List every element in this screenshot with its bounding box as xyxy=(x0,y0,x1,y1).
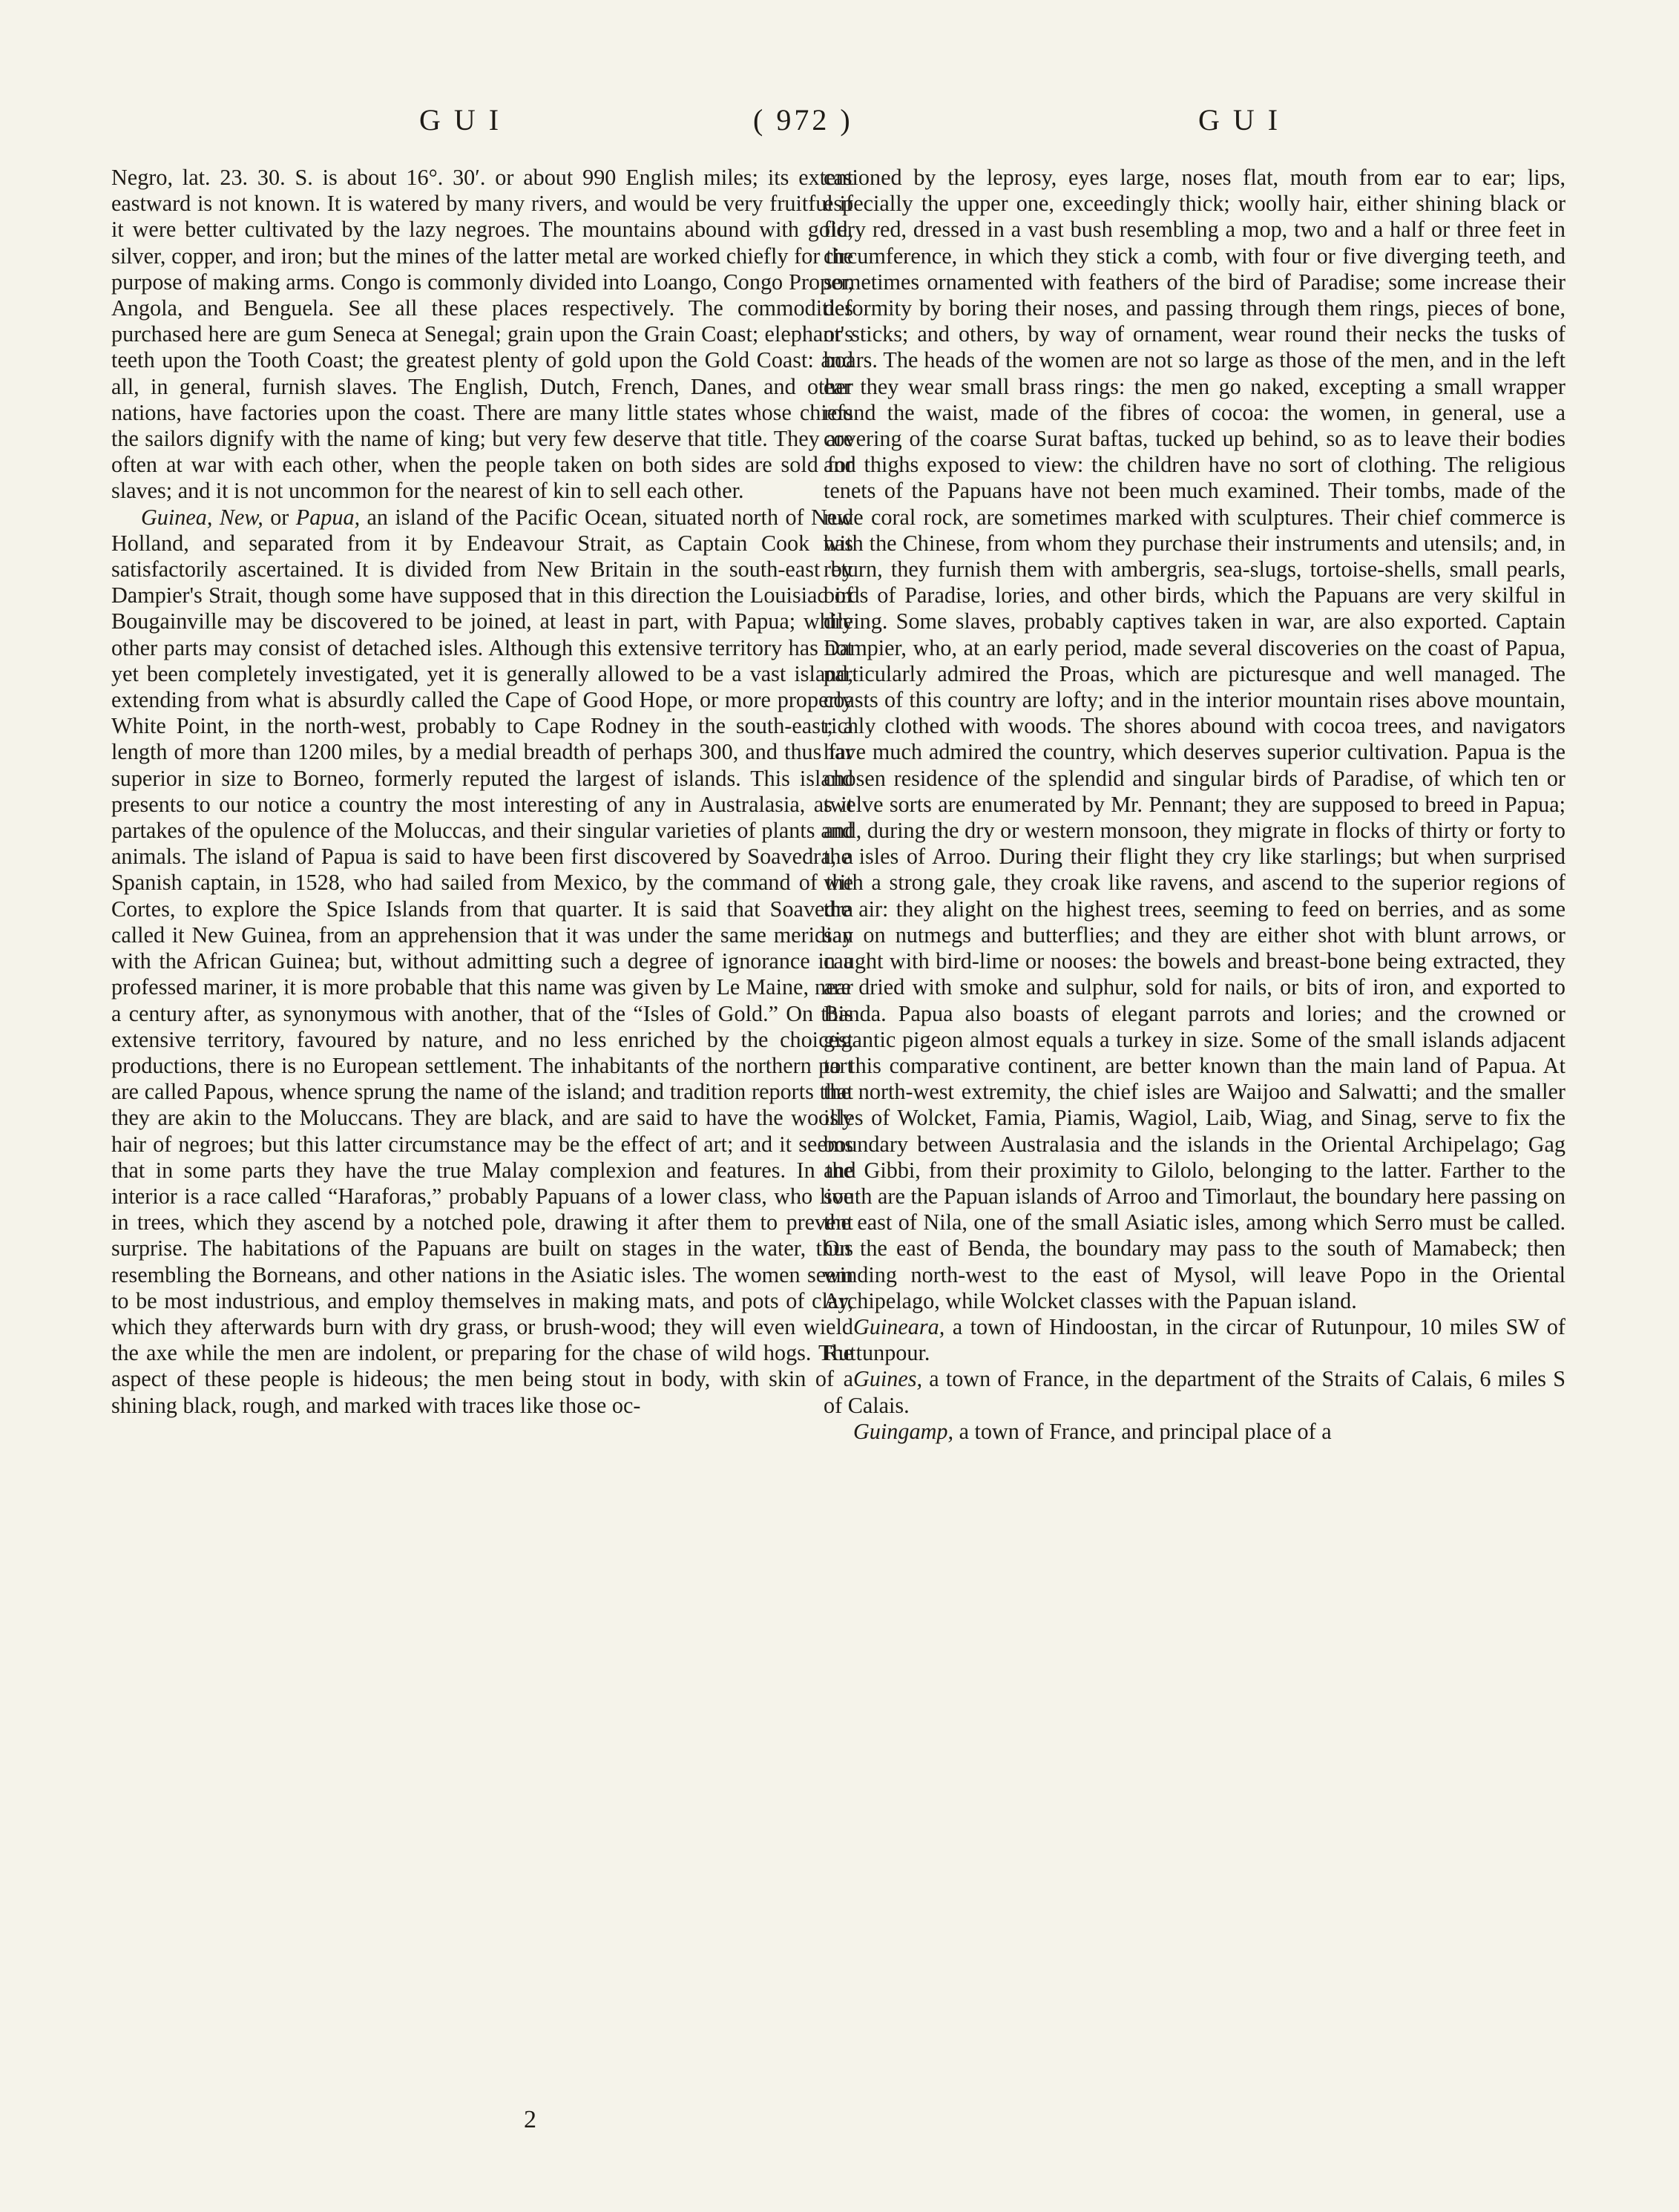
entry-headword: Guinea, New, xyxy=(141,504,263,530)
left-column xyxy=(111,165,853,1419)
entry-guines xyxy=(824,1366,1565,1418)
congo-continued-paragraph: Negro, lat. 23. 30. S. is about 16°. 30′. or about 990 English miles; its extent eastward is not known. It is watered by many rivers, and would be very fruitful if it were better cultivated by the lazy negroes. The mountains abound with gold, silver, copper, and iron; but the mines of the latter metal are worked chiefly for the purpose of making arms. Congo is commonly divided into Loango, Congo Proper, Angola, and Benguela. See all these places respectively. The commodities purchased here are gum Seneca at Senegal; grain upon the Grain Coast; elephant's teeth upon the Tooth Coast; the greatest plenty of gold upon the Gold Coast: and all, in general, furnish slaves. The English, Dutch, French, Danes, and other nations, have factories upon the coast. There are many little states whose chiefs the sailors dignify with the name of king; but very few deserve that title. They are often at war with each other, when the people taken on both sides are sold for slaves; and it is not uncommon for the nearest of kin to sell each other. xyxy=(111,165,853,504)
entry-guingamp xyxy=(824,1419,1565,1445)
page-number: ( 972 ) xyxy=(753,103,853,137)
entry-connector: or xyxy=(263,504,296,530)
papua-continued-paragraph: casioned by the leprosy, eyes large, noses flat, mouth from ear to ear; lips, especially the upper one, exceedingly thick; woolly hair, either shining black or fiery red, dressed in a vast bush resembling a mop, two and a half or three feet in circumference, in which they stick a comb, with four or five diverging teeth, and sometimes ornamented with feathers of the bird of Paradise; some increase their deformity by boring their noses, and passing through them rings, pieces of bone, or sticks; and others, by way of ornament, wear round their necks the tusks of boars. The heads of the women are not so large as those of the men, and in the left ear they wear small brass rings: the men go naked, excepting a small wrapper round the waist, made of the fibres of cocoa: the women, in general, use a covering of the coarse Surat baftas, tucked up behind, so as to leave their bodies and thighs exposed to view: the children have no sort of clothing. The religious tenets of the Papuans have not been much examined. Their tombs, made of the rude coral rock, are sometimes marked with sculptures. Their chief commerce is with the Chinese, from whom they purchase their instruments and utensils; and, in return, they furnish them with ambergris, sea-slugs, tortoise-shells, small pearls, birds of Paradise, lories, and other birds, which the Papuans are very skilful in drying. Some slaves, probably captives taken in war, are also exported. Captain Dampier, who, at an early period, made several discoveries on the coast of Papua, particularly admired the Proas, which are picturesque and well managed. The coasts of this country are lofty; and in the interior mountain rises above mountain, richly clothed with woods. The shores abound with cocoa trees, and navigators have much admired the country, which deserves superior cultivation. Papua is the chosen residence of the splendid and singular birds of Paradise, of which ten or twelve sorts are enumerated by Mr. Pennant; they are supposed to breed in Papua; and, during the dry or western monsoon, they migrate in flocks of thirty or forty to the isles of Arroo. During their flight they cry like starlings; but when surprised with a strong gale, they croak like ravens, and ascend to the superior regions of the air: they alight on the highest trees, seeming to feed on berries, and as some say on nutmegs and butterflies; and they are either shot with blunt arrows, or caught with bird-lime or nooses: the bowels and breast-bone being extracted, they are dried with smoke and sulphur, sold for nails, or bits of iron, and exported to Banda. Papua also boasts of elegant parrots and lories; and the crowned or gigantic pigeon almost equals a turkey in size. Some of the small islands adjacent to this comparative continent, are better known than the main land of Papua. At the north-west extremity, the chief isles are Waijoo and Salwatti; and the smaller isles of Wolcket, Famia, Piamis, Wagiol, Laib, Wiag, and Sinag, serve to fix the boundary between Australasia and the islands in the Oriental Archipelago; Gag and Gibbi, from their proximity to Gilolo, belonging to the latter. Farther to the south are the Papuan islands of Arroo and Timorlaut, the boundary here passing on the east of Nila, one of the small Asiatic isles, among which Serro must be called. On the east of Benda, the boundary may pass to the south of Mamabeck; then winding north-west to the east of Mysol, will leave Popo in the Oriental Archipelago, while Wolcket classes with the Papuan island. xyxy=(824,165,1565,1313)
signature-mark: 2 xyxy=(524,2106,536,2133)
header-left-word: G U I xyxy=(419,103,502,137)
entry-text: a town of France, in the department of the Straits of Calais, 6 miles S of Calais. xyxy=(824,1366,1565,1418)
entry-headword: Guines, xyxy=(853,1366,923,1392)
entry-alt-headword: Papua, xyxy=(295,504,361,530)
entry-headword: Guingamp, xyxy=(853,1418,954,1444)
entry-guineara xyxy=(824,1314,1565,1366)
entry-text: a town of France, and principal place of a xyxy=(953,1418,1332,1444)
running-header xyxy=(111,102,1565,147)
entry-text: a town of Hindoostan, in the circar of Rutunpour, 10 miles SW of Ruttunpour. xyxy=(824,1313,1565,1366)
header-right-word: G U I xyxy=(1198,103,1281,137)
entry-headword: Guineara, xyxy=(853,1313,945,1339)
right-column xyxy=(824,165,1565,1445)
entry-text: an island of the Pacific Ocean, situated north of New Holland, and separated from it by Endeavour Strait, as Captain Cook has satisfactorily ascertained. It is divided from New Britain in the south-east by Dampier's Strait, though some have supposed that in this direction the Louisiad of Bougainville may be discovered to be joined, at least in part, with Papua; while other parts may consist of detached isles. Although this extensive territory has not yet been completely investigated, yet it is generally allowed to be a vast island, extending from what is absurdly called the Cape of Good Hope, or more properly White Point, in the north-west, probably to Cape Rodney in the south-east; a length of more than 1200 miles, by a medial breadth of perhaps 300, and thus far superior in size to Borneo, formerly reputed the largest of islands. This island presents to our notice a country the most interesting of any in Australasia, as it partakes of the opulence of the Moluccas, and their singular varieties of plants and animals. The island of Papua is said to have been first discovered by Soavedra, a Spanish captain, in 1528, who had sailed from Mexico, by the command of the Cortes, to explore the Spice Islands from that quarter. It is said that Soavedra called it New Guinea, from an apprehension that it was under the same meridian with the African Guinea; but, without admitting such a degree of ignorance in a professed mariner, it is more probable that this name was given by Le Maine, near a century after, as synonymous with another, that of the “Isles of Gold.” On this extensive territory, favoured by nature, and no less enriched by the choicest productions, there is no European settlement. The inhabitants of the northern part are called Papous, whence sprung the name of the island; and tradition reports that they are akin to the Moluccans. They are black, and are said to have the woolly hair of negroes; but this latter circumstance may be the effect of art; and it seems that in some parts they have the true Malay complexion and features. In the interior is a race called “Haraforas,” probably Papuans of a lower class, who live in trees, which they ascend by a notched pole, drawing it after them to prevent surprise. The habitations of the Papuans are built on stages in the water, thus resembling the Borneans, and other nations in the Asiatic isles. The women seem to be most industrious, and employ themselves in making mats, and pots of clay, which they afterwards burn with dry grass, or brush-wood; they will even wield the axe while the men are indolent, or preparing for the chase of wild hogs. The aspect of these people is hideous; the men being stout in body, with skin of a shining black, rough, and marked with traces like those oc- xyxy=(111,504,853,1418)
entry-guinea-new xyxy=(111,505,853,1419)
